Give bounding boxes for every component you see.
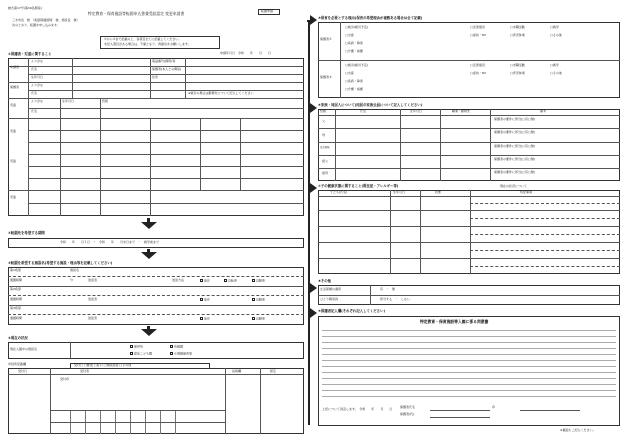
birth-label: 生年月日	[31, 75, 44, 79]
name-label: 氏名	[31, 67, 38, 71]
pref2-walk[interactable]: 徒歩	[200, 298, 210, 302]
reason2-illness[interactable]: □疾病・障害	[345, 79, 363, 83]
s7-col-notes: 特記事項	[520, 190, 533, 194]
section5-title: ⑤保育を必要とする理由(保育の希望理由が複数ある場合は全て記載)	[318, 16, 423, 20]
pref2-time: 通園時間	[10, 297, 23, 301]
reason2-disaster[interactable]: □災害復旧	[470, 63, 485, 67]
reason1-illness[interactable]: □疾病・障害	[345, 41, 363, 45]
phone-label: 電話番号(携帯)等	[152, 59, 176, 63]
reason2-work[interactable]: □就労(就労予定)	[345, 63, 369, 67]
pref2-car[interactable]: 自動車	[252, 298, 265, 302]
child-seq: 続柄	[102, 99, 109, 103]
address-label: 住所	[152, 75, 159, 79]
office-col-approval: 決裁欄	[232, 369, 242, 373]
reason2-abuse[interactable]: □虐待・DV	[470, 71, 487, 75]
section7-title: ⑦子の健康状態に関すること(既往症・アレルギー等)	[318, 184, 399, 188]
child3-label: 児童	[10, 159, 17, 163]
child-birth: 生年月日	[62, 99, 75, 103]
furigana-label-2: ふりがな	[31, 83, 44, 87]
form-title: 特定教育・保育施設等転園申込書兼受給認定 変更申請書	[88, 11, 185, 16]
s8-single-label: ひとり親家庭	[320, 297, 339, 301]
pref3-label: 第3希望	[10, 306, 21, 310]
s6-row-mother: 母	[322, 133, 326, 137]
pref1-car[interactable]: 自動車	[252, 279, 265, 283]
reason2-study[interactable]: □就学	[550, 63, 559, 67]
consent-title: 特定教育・保育施設等入園に係る同意書	[420, 319, 489, 324]
s6-row-father: 父	[322, 119, 326, 123]
pref1-escort: 送迎者	[88, 278, 98, 282]
s6-note-5[interactable]: 保護者の要件に該当(□有□無)	[494, 170, 536, 174]
reason2-care[interactable]: □介護・看護	[345, 87, 363, 91]
child-name: 氏名	[31, 109, 38, 113]
reason1-job[interactable]: □求職活動	[510, 25, 525, 29]
reason2-leave[interactable]: □育児休業	[510, 71, 525, 75]
s6-col-job: 職業・勤務先	[452, 109, 471, 113]
applicant-label: 申請者	[10, 65, 20, 69]
s6-row-grandfather: 祖父	[322, 159, 329, 163]
s7-col-state: 状態	[435, 190, 442, 194]
reason1-leave[interactable]: □育児休業	[510, 33, 525, 37]
receipt-stamp-label: 受付印	[60, 377, 70, 381]
office-col-receiver: 受付者	[80, 369, 90, 373]
s8-single-opts[interactable]: 該当する ・ しない	[380, 297, 411, 301]
office-col-cert: 認定	[270, 369, 277, 373]
s6-row-grandmother: 祖母	[322, 171, 329, 175]
reason1-birth[interactable]: □出産	[345, 33, 354, 37]
section1-title: ①保護者・児童に関すること	[8, 52, 52, 56]
s8-welfare-opts[interactable]: 有 ・ 無	[380, 287, 396, 291]
pref1-min: 分	[70, 278, 74, 282]
reason1-work[interactable]: □就労(就労予定)	[345, 25, 369, 29]
status-kodomoen[interactable]: 認定こども園	[130, 352, 152, 356]
s5-guardian2: 保護者②	[320, 75, 332, 79]
pref1-bike[interactable]: 自転車	[224, 279, 237, 283]
section2-period[interactable]: 令和 年 月１日 ～ 令和 年 月末日まで ・ 就学前まで	[60, 240, 160, 244]
current-school-label: 現在入園中の施設名	[10, 347, 38, 351]
status-small[interactable]: 小規模保育等	[170, 352, 192, 356]
consent-footer: 上記について同意します。 令和 年 月 日	[322, 407, 393, 411]
s6-col-note: 備考	[540, 109, 547, 113]
s6-col-birth: 生年月日	[410, 109, 423, 113]
relation-label: 保護者(本人との関係)	[152, 67, 182, 71]
reason1-other[interactable]: □その他	[550, 33, 562, 37]
section4-title: ④現在の状況	[8, 336, 28, 340]
s6-col-name: 氏名	[360, 109, 367, 113]
section6-box	[318, 109, 620, 181]
pref1-walk[interactable]: 徒歩	[200, 279, 210, 283]
s6-row-sibling: 兄弟姉妹	[320, 146, 330, 149]
s7-col-child: 子ども(氏名)	[330, 190, 348, 194]
pref1-facility: 施設名	[70, 268, 80, 272]
section4-box	[8, 342, 304, 359]
child-furigana: ふりがな	[31, 99, 44, 103]
reason1-care[interactable]: □介護・看護	[345, 49, 363, 53]
addressee: 三木市長 様 （転園等確認時 様、施設長 様）	[12, 18, 80, 22]
pref3-escort: 送迎者	[88, 316, 98, 320]
instruction-line1: ①から④まで記載の上、各項目全てに記載してください。	[104, 37, 182, 41]
child2-label: 児童	[10, 129, 17, 133]
reason2-birth[interactable]: □出産	[345, 71, 354, 75]
signature-label: 保護者氏名	[400, 405, 416, 409]
child4-label: 児童	[10, 195, 17, 199]
office-label: 市役所記載欄	[8, 362, 27, 366]
reason2-other[interactable]: □その他	[550, 71, 562, 75]
section9-title: ⑨保護者記入欄(それぞれ記入してください)	[318, 309, 385, 313]
pref1-time: 通園時間	[10, 278, 23, 282]
guardian-label: 保護者	[10, 85, 20, 89]
s6-note-4[interactable]: 保護者の要件に該当(□有□無)	[494, 157, 536, 161]
status-kindergarten[interactable]: 幼稚園	[170, 345, 183, 349]
s6-note-1[interactable]: 保護者の要件に該当(□有□無)	[494, 117, 536, 121]
reason1-abuse[interactable]: □虐待・DV	[470, 33, 487, 37]
child-label: 児童	[10, 103, 17, 107]
section2-title: ②転園先を希望する期間	[8, 231, 45, 235]
s5-guardian1: 保護者①	[320, 37, 332, 41]
signature2-label: 保護者(代)	[400, 412, 415, 416]
form-number: 様式第17号(第16条関係)	[8, 6, 42, 10]
s6-note-2[interactable]: 保護者の要件に該当(□有□無)	[494, 130, 536, 134]
status-nursery[interactable]: 保育所	[130, 345, 143, 349]
s6-note-3[interactable]: 保護者の要件に該当(□有□無)	[494, 144, 536, 148]
pref2-label: 第2希望	[10, 287, 21, 291]
pref1-label: 第1希望	[10, 268, 21, 272]
pref2-escort: 送迎者	[88, 297, 98, 301]
bottom-note: ※裏面もご記入ください。	[560, 428, 596, 432]
intro-text: 次のとおり、転園を申し込みます。	[12, 23, 60, 27]
section7-subtitle: 現在の状況について	[500, 184, 527, 188]
reason2-job[interactable]: □求職活動	[510, 63, 525, 67]
section8-title: ⑧その他	[318, 279, 332, 283]
office-opts: 受付日 □郵送 □窓口 □施設経由 □その他	[74, 363, 132, 367]
workplace-note: ※就労の場合は勤務先について記入してください	[188, 91, 254, 95]
furigana-label: ふりがな	[31, 59, 44, 63]
s8-welfare-label: 生活保護の適用	[320, 287, 342, 291]
seal-mark: 印	[492, 405, 496, 409]
name-label-2: 氏名	[31, 91, 38, 95]
pref3-walk[interactable]: 徒歩	[200, 317, 210, 321]
reason1-study[interactable]: □就学	[550, 25, 559, 29]
pref1-method: 送迎方法	[172, 278, 185, 282]
pref3-car[interactable]: 自動車	[252, 317, 265, 321]
section3-title: ③転園を希望する施設名(希望する施設・理由等を記載してください)	[8, 261, 113, 265]
stamp-label: 転園申請	[261, 9, 274, 13]
office-col-receipt: 受付日	[18, 369, 28, 373]
s6-col-rel: 続柄	[320, 109, 327, 113]
reason1-disaster[interactable]: □災害復旧	[470, 25, 485, 29]
instruction-line2: 未記入項目がある場合は、不備となり、再提出をお願いします。	[104, 42, 191, 46]
section6-title: ⑥家族・同居人について(同居の家族全員について記入してください)	[318, 103, 423, 107]
s7-col-birth: 生年月日	[393, 190, 406, 194]
consent-text	[322, 328, 616, 404]
pref3-time: 通園時間	[10, 316, 23, 320]
application-date[interactable]: 申請年月日 令和 年 月 日	[220, 51, 272, 55]
